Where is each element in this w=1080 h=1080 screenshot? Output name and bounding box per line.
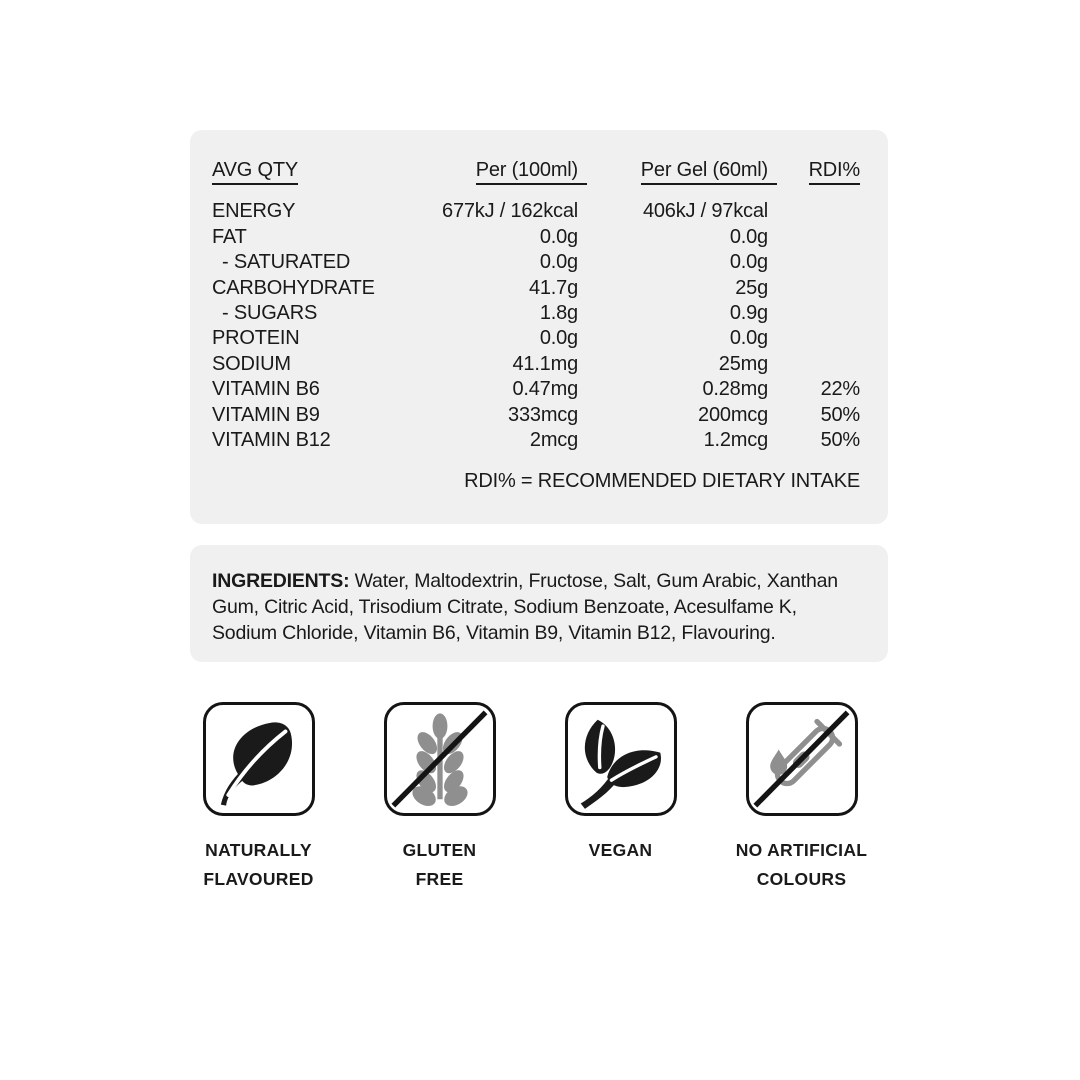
row-per-100ml: 0.0g [539, 327, 578, 350]
header-per-gel: Per Gel (60ml) [641, 159, 777, 185]
row-label: ENERGY [212, 200, 296, 223]
row-per-100ml: 1.8g [539, 302, 578, 325]
row-per-gel: 406kJ / 97kcal [642, 200, 768, 223]
row-rdi: 22% [820, 378, 860, 401]
leaf-icon [206, 705, 312, 813]
row-per-gel: 1.2mcg [703, 429, 768, 452]
ingredients-text [212, 568, 858, 646]
row-rdi [768, 352, 860, 377]
badge-row [168, 702, 912, 894]
row-per-gel: 0.28mg [702, 378, 768, 401]
badge-gluten-free [349, 702, 530, 894]
row-per-gel: 25mg [718, 352, 768, 375]
row-label: FAT [212, 225, 247, 248]
rdi-note: RDI% = RECOMMENDED DIETARY INTAKE [464, 470, 860, 493]
row-rdi [768, 276, 860, 301]
badge-no-artificial-colours [711, 702, 892, 894]
ingredients-list: Water, Maltodextrin, Fructose, Salt, Gum Arabic, Xanthan Gum, Citric Acid, Trisodium Citrate, Sodium Benzoate, Acesulfame K, Sodium Chloride, Vitamin B6, Vitamin B9, Vitamin B12, Flavouring. [212, 570, 838, 644]
row-per-gel: 200mcg [698, 403, 768, 426]
table-row-carbohydrate [212, 276, 860, 301]
header-rdi: RDI% [809, 159, 860, 185]
table-row-vitamin-b12 [212, 428, 860, 453]
table-row-protein [212, 326, 860, 351]
row-rdi: 50% [820, 429, 860, 452]
row-label: - SATURATED [222, 251, 351, 274]
row-label: - SUGARS [222, 302, 318, 325]
row-per-100ml: 41.1mg [512, 352, 578, 375]
row-label: VITAMIN B12 [212, 429, 331, 452]
badge-box [203, 702, 315, 816]
row-per-100ml: 2mcg [529, 429, 578, 452]
row-per-100ml: 333mcg [508, 403, 578, 426]
wheat-crossed-icon [387, 705, 493, 813]
row-per-gel: 25g [735, 276, 768, 299]
row-rdi [768, 225, 860, 250]
badge-naturally-flavoured [168, 702, 349, 894]
badge-vegan [530, 702, 711, 894]
row-per-100ml: 0.0g [539, 251, 578, 274]
test-tube-crossed-icon [749, 705, 855, 813]
prohibition-slash [755, 712, 847, 805]
badge-label: GLUTEN FREE [402, 840, 477, 889]
row-rdi [768, 199, 860, 224]
row-rdi [768, 301, 860, 326]
row-per-100ml: 0.0g [539, 225, 578, 248]
row-per-100ml: 677kJ / 162kcal [442, 200, 578, 223]
row-per-gel: 0.0g [729, 225, 768, 248]
badge-label: VEGAN [588, 840, 653, 860]
row-label: CARBOHYDRATE [212, 276, 375, 299]
table-row-vitamin-b9 [212, 403, 860, 428]
table-row-sugars [212, 301, 860, 326]
table-row-fat [212, 225, 860, 250]
row-label: VITAMIN B9 [212, 403, 320, 426]
table-row-energy [212, 199, 860, 224]
table-header-row [212, 158, 860, 183]
row-rdi [768, 326, 860, 351]
badge-box [746, 702, 858, 816]
badge-label: NO ARTIFICIAL COLOURS [735, 840, 868, 889]
header-per-100ml: Per (100ml) [476, 159, 587, 185]
row-rdi [768, 250, 860, 275]
table-row-vitamin-b6 [212, 377, 860, 402]
badge-box [384, 702, 496, 816]
nutrition-panel [190, 130, 888, 524]
row-per-100ml: 41.7g [528, 276, 578, 299]
row-rdi: 50% [820, 403, 860, 426]
badge-label: NATURALLY FLAVOURED [203, 840, 314, 889]
table-row-saturated [212, 250, 860, 275]
row-label: SODIUM [212, 352, 291, 375]
header-avg-qty: AVG QTY [212, 159, 298, 185]
row-per-gel: 0.0g [729, 251, 768, 274]
table-row-sodium [212, 352, 860, 377]
row-label: PROTEIN [212, 327, 300, 350]
row-per-100ml: 0.47mg [512, 378, 578, 401]
row-per-gel: 0.0g [729, 327, 768, 350]
vegan-leaves-icon [568, 705, 674, 813]
ingredients-label: INGREDIENTS: [212, 570, 350, 592]
ingredients-panel [190, 545, 888, 662]
row-label: VITAMIN B6 [212, 378, 320, 401]
badge-box [565, 702, 677, 816]
row-per-gel: 0.9g [729, 302, 768, 325]
